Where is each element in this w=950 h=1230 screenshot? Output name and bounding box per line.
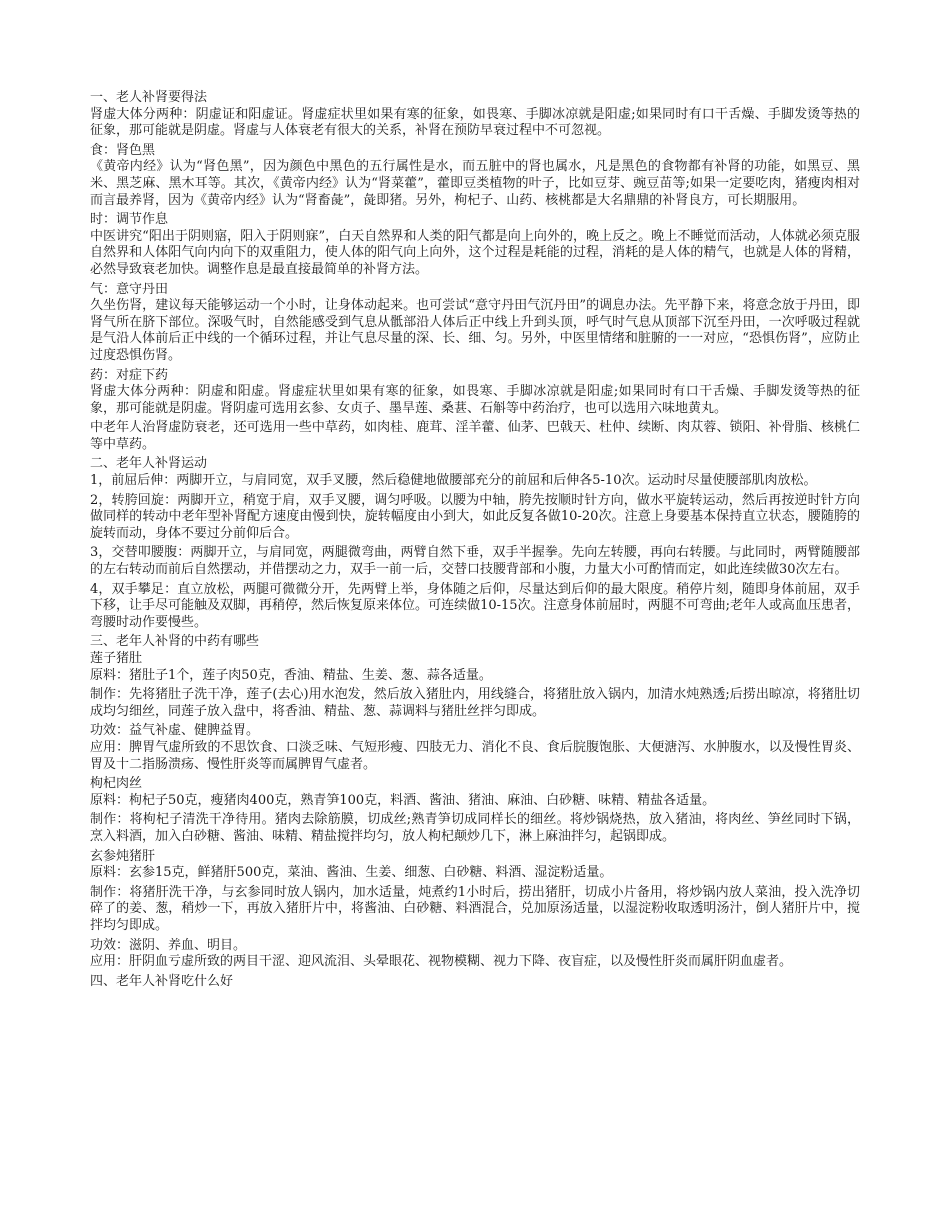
paragraph: 久坐伤肾，建议每天能够运动一个小时，让身体动起来。也可尝试“意守丹田气沉丹田”的调息办法。先平静下来，将意念放于丹田，即肾气所在脐下部位。深吸气时，自然能感受到气息从骶部沿人体后正中线上升到头顶，呼气时气息从顶部下沉至丹田，一次呼吸过程就是气沿人体前后正中线的一个循环过程，并让气息尽量的深、长、细、匀。另外，中医里情绪和脏腑的一一对应，“恐惧伤肾”，应防止过度恐惧伤肾。	[90, 298, 860, 363]
section-heading: 功效：益气补虚、健脾益胃。	[90, 723, 260, 739]
paragraph: 制作：先将猪肚子洗干净，莲子(去心)用水泡发，然后放入猪肚内，用线缝合，将猪肚放入锅内，加清水炖熟透;后捞出晾凉，将猪肚切成均匀细丝，同莲子放入盘中，将香油、精盐、葱、蒜调料与猪肚丝拌匀即成。	[90, 687, 860, 719]
paragraph: 中医讲究“阳出于阴则寤，阳入于阴则寐”，白天自然界和人类的阳气都是向上向外的，晚上反之。晚上不睡觉而活动，人体就必须克服自然界和人体阳气向内向下的双重阻力，使人体的阳气向上向外，这个过程是耗能的过程，消耗的是人体的精气，也就是人体的肾精，必然导致衰老加快。调整作息是最直接最简单的补肾方法。	[90, 228, 860, 277]
paragraph: 中老年人治肾虚防衰老，还可选用一些中草药，如肉桂、鹿茸、淫羊藿、仙茅、巴戟天、杜仲、续断、肉苁蓉、锁阳、补骨脂、核桃仁等中草药。	[90, 420, 860, 452]
section-heading: 三、老年人补肾的中药有哪些	[90, 634, 260, 650]
document-body	[90, 90, 860, 990]
section-heading: 莲子猪肚	[90, 651, 143, 666]
paragraph: 4，双手攀足：直立放松，两腿可微微分开，先两臂上举，身体随之后仰，尽量达到后仰的最大限度。稍停片刻，随即身体前屈，双手下移，让手尽可能触及双脚，再稍停，然后恢复原来体位。可连续做10-15次。注意身体前屈时，两腿不可弯曲;老年人或高血压患者，弯腰时动作要慢些。	[90, 581, 860, 630]
section-heading: 二、老年人补肾运动	[90, 456, 208, 472]
paragraph: 原料：枸杞子50克，瘦猪肉400克，熟青笋100克，料酒、酱油、猪油、麻油、白砂糖、味精、精盐各适量。	[90, 792, 716, 808]
section-heading: 药：对症下药	[90, 367, 169, 383]
paragraph: 原料：玄参15克，鲜猪肝500克，菜油、酱油、生姜、细葱、白砂糖、料酒、湿淀粉适量。	[90, 865, 613, 881]
section-heading: 食：肾色黑	[90, 142, 156, 158]
paragraph: 制作：将猪肝洗干净，与玄参同时放人锅内，加水适量，炖煮约1小时后，捞出猪肝，切成小片备用，将炒锅内放人菜油，投入洗净切碎了的姜、葱，稍炒一下，再放入猪肝片中，将酱油、白砂糖、料酒混合，兑加原汤适量，以湿淀粉收取透明汤汁，倒人猪肝片中，搅拌均匀即成。	[90, 884, 860, 933]
paragraph: 3，交替叩腰腹：两脚开立，与肩同宽，两腿微弯曲，两臂自然下垂，双手半握拳。先向左转腰，再向右转腰。与此同时，两臂随腰部的左右转动而前后自然摆动，并借摆动之力，双手一前一后，交替口技腰背部和小腹，力量大小可酌情而定，如此连续做30次左右。	[90, 545, 860, 578]
section-heading: 气：意守丹田	[90, 281, 169, 297]
paragraph: 《黄帝内经》认为“肾色黑”，因为颜色中黑色的五行属性是水，而五脏中的肾也属水，凡是黑色的食物都有补肾的功能，如黑豆、黑米、黑芝麻、黑木耳等。其次，《黄帝内经》认为“肾菜藿”，藿即豆类植物的叶子，比如豆芽、豌豆苗等;如果一定要吃肉，猪瘦肉相对而言最养肾，因为《黄帝内经》认为“肾畜彘”，彘即猪。另外，枸杞子、山药、核桃都是大名鼎鼎的补肾良方，可长期服用。	[90, 159, 860, 208]
paragraph: 2，转胯回旋：两脚开立，稍宽于肩，双手叉腰，调匀呼吸。以腰为中轴，胯先按顺时针方向，做水平旋转运动，然后再按逆时针方向做同样的转动中老年型补肾配方速度由慢到快，旋转幅度由小到大，如此反复各做10-20次。注意上身要基本保持直立状态，腰随胯的旋转而动，身体不要过分前仰后合。	[90, 492, 860, 541]
section-heading: 功效：滋阴、养血、明目。	[90, 937, 247, 953]
paragraph: 肾虚大体分两种：阴虚证和阳虚证。肾虚症状里如果有寒的征象，如畏寒、手脚冰凉就是阳虚;如果同时有口干舌燥、手脚发烫等热的征象，那可能就是阴虚。肾虚与人体衰老有很大的关系，补肾在预防早衰过程中不可忽视。	[90, 106, 860, 139]
paragraph: 应用：脾胃气虚所致的不思饮食、口淡乏味、气短形瘦、四肢无力、消化不良、食后脘腹饱胀、大便溏泻、水肿腹水，以及慢性胃炎、胃及十二指肠溃疡、慢性肝炎等而属脾胃气虚者。	[90, 739, 860, 772]
section-heading: 四、老年人补肾吃什么好	[90, 973, 234, 989]
paragraph: 肾虚大体分两种：阴虚和阳虚。肾虚症状里如果有寒的征象，如畏寒、手脚冰凉就是阳虚;如果同时有口干舌燥、手脚发烫等热的征象，那可能就是阴虚。肾阴虚可选用玄参、女贞子、墨旱莲、桑葚、石斛等中药治疗，也可以选用六味地黄丸。	[90, 384, 860, 416]
paragraph: 原料：猪肚子1个，莲子肉50克，香油、精盐、生姜、葱、蒜各适量。	[90, 667, 492, 683]
section-heading: 玄参炖猪肝	[90, 848, 156, 864]
paragraph: 制作：将枸杞子清洗干净待用。猪肉去除筋膜，切成丝;熟青笋切成同样长的细丝。将炒锅烧热，放入猪油，将肉丝、笋丝同时下锅，烹入料酒，加入白砂糖、酱油、味精、精盐搅拌均匀，放人枸杞颠炒几下，淋上麻油拌匀，起锅即成。	[90, 812, 860, 844]
paragraph: 1，前屈后伸：两脚开立，与肩同宽，双手叉腰，然后稳健地做腰部充分的前屈和后伸各5-10次。运动时尽量使腰部肌肉放松。	[90, 473, 817, 489]
paragraph: 应用：肝阴血亏虚所致的两目干涩、迎风流泪、头晕眼花、视物模糊、视力下降、夜盲症，以及慢性肝炎而属肝阴血虚者。	[90, 954, 793, 970]
section-heading: 枸杞肉丝	[90, 776, 143, 792]
section-heading: 一、老人补肾要得法	[90, 90, 208, 105]
section-heading: 时：调节作息	[90, 212, 169, 228]
